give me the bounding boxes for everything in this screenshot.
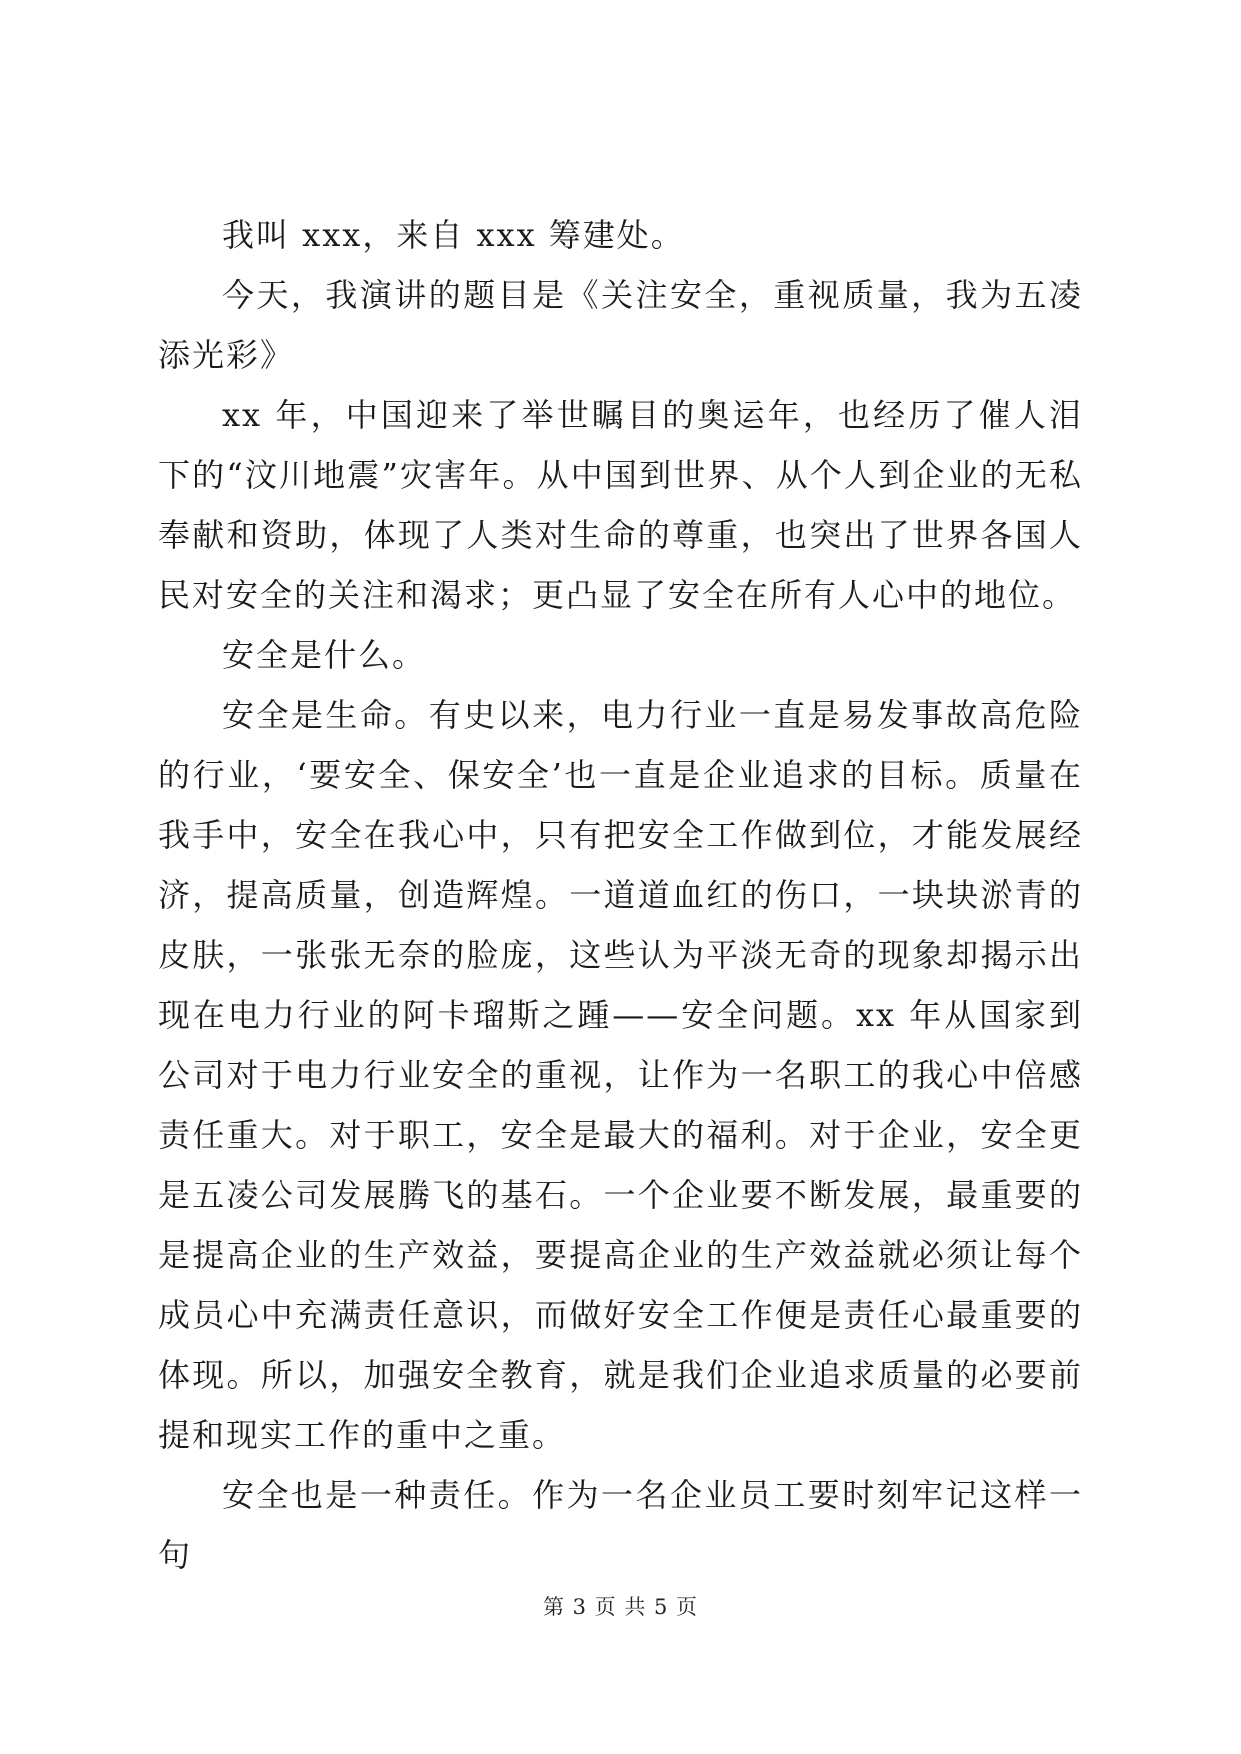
paragraph-safety-is-responsibility: 安全也是一种责任。作为一名企业员工要时刻牢记这样一句 [158,1476,1083,1574]
paragraph-safety-is-life: 安全是生命。有史以来，电力行业一直是易发事故高危险的行业，‘要安全、保安全’也一直是企业追求的目标。质量在我手中，安全在我心中，只有把安全工作做到位，才能发展经济，提高质量，创造辉煌。一道道血红的伤口，一块块淤青的皮肤，一张张无奈的脸庞，这些认为平淡无奇的现象却揭示出现在电力行业的阿卡瑠斯之踵——安全问题。xx 年从国家到公司对于电力行业安全的重视，让作为一名职工的我心中倍感责任重大。对于职工，安全是最大的福利。对于企业，安全更是五凌公司发展腾飞的基石。一个企业要不断发展，最重要的是提高企业的生产效益，要提高企业的生产效益就必须让每个成员心中充满责任意识，而做好安全工作便是责任心最重要的体现。所以，加强安全教育，就是我们企业追求质量的必要前提和现实工作的重中之重。 [158,696,1083,1454]
paragraph-what-is-safety: 安全是什么。 [222,636,427,674]
paragraph-self-introduction: 我叫 xxx，来自 xxx 筹建处。 [222,216,685,254]
paragraph-olympics-earthquake: xx 年，中国迎来了举世瞩目的奥运年，也经历了催人泪下的“汶川地震”灾害年。从中国到世界、从个人到企业的无私奉献和资助，体现了人类对生命的尊重，也突出了世界各国人民对安全的关注和渴求；更凸显了安全在所有人心中的地位。 [158,396,1083,614]
paragraph-speech-title: 今天，我演讲的题目是《关注安全，重视质量，我为五凌添光彩》 [158,276,1083,374]
page-number-footer: 第 3 页 共 5 页 [542,1595,699,1619]
document-body [158,205,1083,1585]
